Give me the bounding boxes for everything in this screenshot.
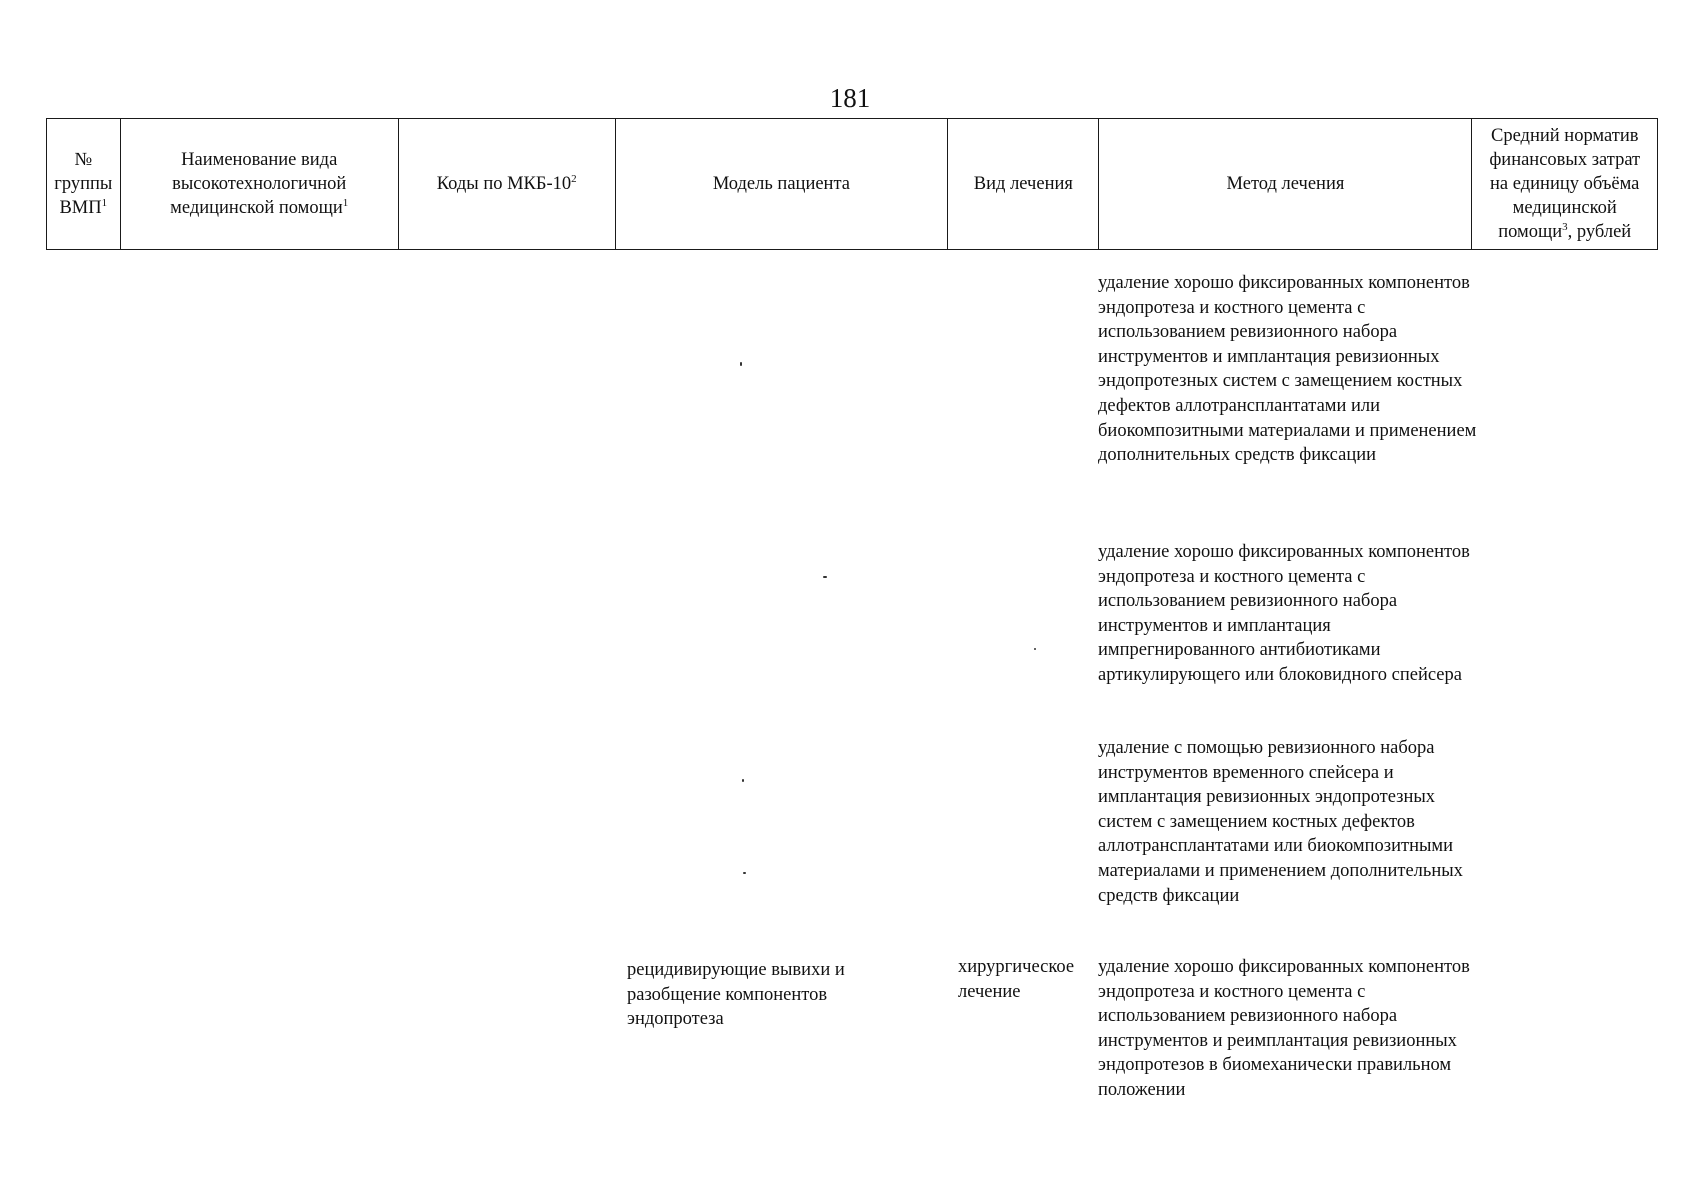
- page-number: 181: [829, 83, 871, 113]
- treatment-method-1: удаление хорошо фиксированных компонентов эндопротеза и костного цемента с использованием ревизионного набора инструментов и имплантация ревизионных эндопротезных систем с замещением костных дефектов аллотрансплантатами или биокомпозитными материалами и применением дополнительных средств фиксации: [1098, 273, 1477, 466]
- header-patient-model: Модель пациента: [615, 119, 948, 250]
- treatment-type-4: хирургическое лечение: [958, 957, 1075, 1002]
- header-icd-codes: Коды по МКБ-$10^2$: [398, 119, 615, 250]
- treatment-method-3: удаление с помощью ревизионного набора инструментов временного спейсера и имплантация ревизионных эндопротезных систем с замещением костных дефектов аллотрансплантатами или биокомпозитными материалами и применением дополнительных средств фиксации: [1098, 738, 1463, 906]
- treatment-method-4: удаление хорошо фиксированных компонентов эндопротеза и костного цемента с использованием ревизионного набора инструментов и реимплантация ревизионных эндопротезов в биомеханически правильном положении: [1098, 957, 1470, 1100]
- header-care-type: Наименование вида высокотехнологичной медицинской помощи$^1$: [120, 119, 398, 250]
- scan-speck: [823, 576, 827, 578]
- treatment-method-2: удаление хорошо фиксированных компонентов эндопротеза и костного цемента с использованием ревизионного набора инструментов и имплантация импрегнированного антибиотиками артикулирующего или блоковидного спейсера: [1098, 542, 1470, 685]
- header-row: [47, 119, 1658, 250]
- scan-speck: [743, 872, 746, 874]
- header-cost-standard: Средний норматив финансовых затрат на единицу объёма медицинской помощи$^3$, рублей: [1472, 119, 1658, 250]
- scan-speck: [742, 779, 744, 782]
- header-group-number: № группы ВМП$^1$: [47, 119, 121, 250]
- patient-model-4: рецидивирующие вывихи и разобщение компонентов эндопротеза: [627, 960, 845, 1030]
- table-header: [46, 118, 1658, 250]
- header-treatment-type: Вид лечения: [948, 119, 1099, 250]
- scan-speck: [740, 362, 742, 366]
- scan-speck: [1034, 648, 1036, 650]
- header-treatment-method: Метод лечения: [1099, 119, 1472, 250]
